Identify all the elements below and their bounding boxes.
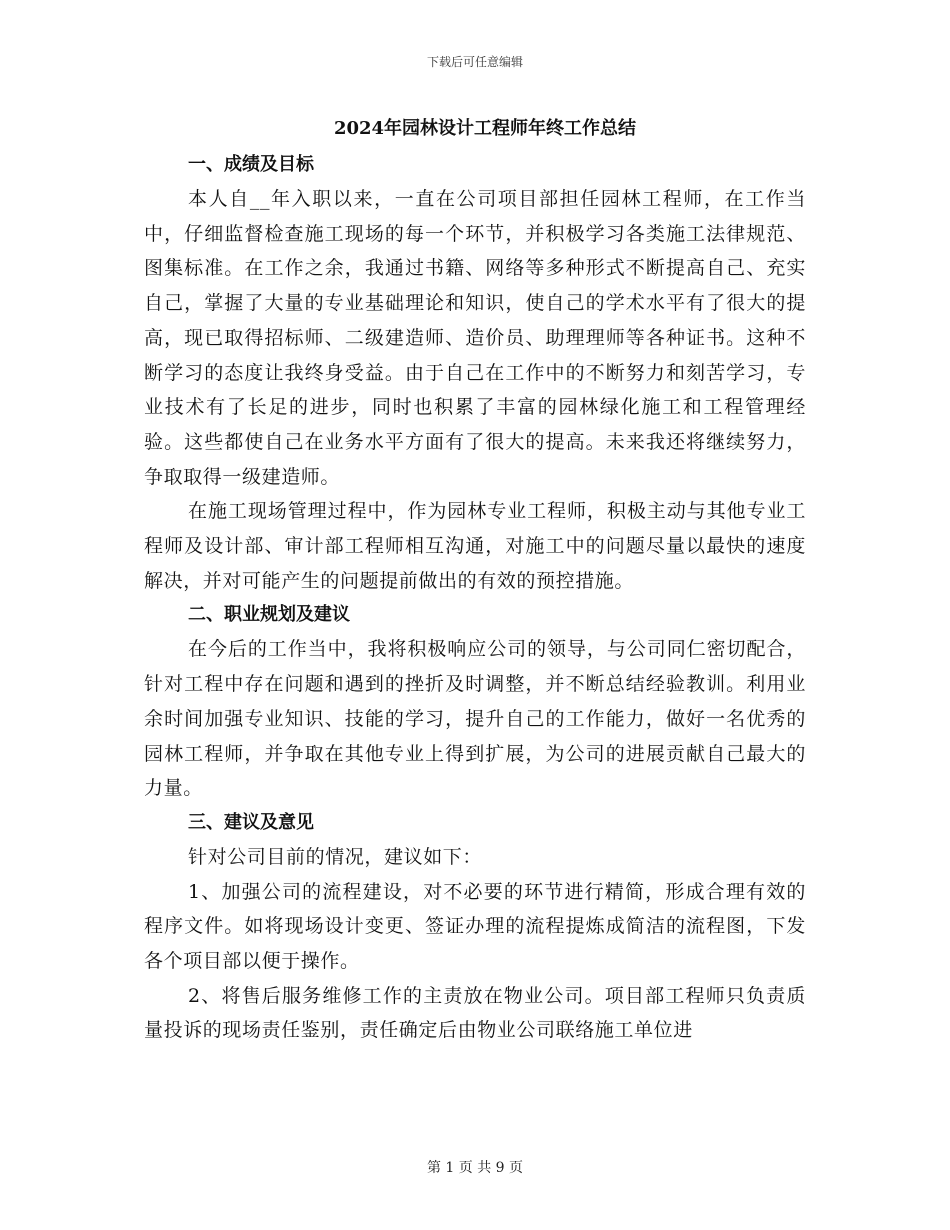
section-heading: 一、成绩及目标 xyxy=(188,154,314,175)
section-achievements xyxy=(144,148,806,598)
section-heading: 二、职业规划及建议 xyxy=(188,604,350,626)
paragraph: 1、加强公司的流程建设，对不必要的环节进行精简，形成合理有效的程序文件。如将现场设计变更、签证办理的流程提炼成简洁的流程图，下发各个项目部以便于操作。 xyxy=(144,880,806,973)
page-footer: 第 1 页 共 9 页 xyxy=(426,1160,524,1176)
document-body xyxy=(144,112,806,1048)
document-title: 2024年园林设计工程师年终工作总结 xyxy=(333,118,637,139)
paragraph: 针对公司目前的情况，建议如下： xyxy=(188,845,483,868)
paragraph: 2、将售后服务维修工作的主责放在物业公司。项目部工程师只负责质量投诉的现场责任鉴别，责任确定后由物业公司联络施工单位进 xyxy=(144,984,806,1042)
paragraph: 在施工现场管理过程中，作为园林专业工程师，积极主动与其他专业工程师及设计部、审计部工程师相互沟通，对施工中的问题尽量以最快的速度解决，并对可能产生的问题提前做出的有效的预控措施。 xyxy=(144,500,806,592)
paragraph: 本人自__年入职以来，一直在公司项目部担任园林工程师，在工作当中，仔细监督检查施工现场的每一个环节，并积极学习各类施工法律规范、图集标准。在工作之余，我通过书籍、网络等多种形式不断提高自己、充实自己，掌握了大量的专业基础理论和知识，使自己的学术水平有了很大的提高，现已取得招标师、二级建造师、造价员、助理理师等各种证书。这种不断学习的态度让我终身受益。由于自己在工作中的不断努力和刻苦学习，专业技术有了长足的进步，同时也积累了丰富的园林绿化施工和工程管理经验。这些都使自己在业务水平方面有了很大的提高。未来我还将继续努力，争取取得一级建造师。 xyxy=(144,188,806,488)
section-career-plan xyxy=(144,598,806,806)
paragraph: 在今后的工作当中，我将积极响应公司的领导，与公司同仁密切配合，针对工程中存在问题和遇到的挫折及时调整，并不断总结经验教训。利用业余时间加强专业知识、技能的学习，提升自己的工作能力，做好一名优秀的园林工程师，并争取在其他专业上得到扩展，为公司的进展贡献自己最大的力量。 xyxy=(144,638,806,800)
section-suggestions xyxy=(144,806,806,1048)
page-header-note: 下载后可任意编辑 xyxy=(426,55,523,69)
section-heading: 三、建议及意见 xyxy=(188,811,314,833)
